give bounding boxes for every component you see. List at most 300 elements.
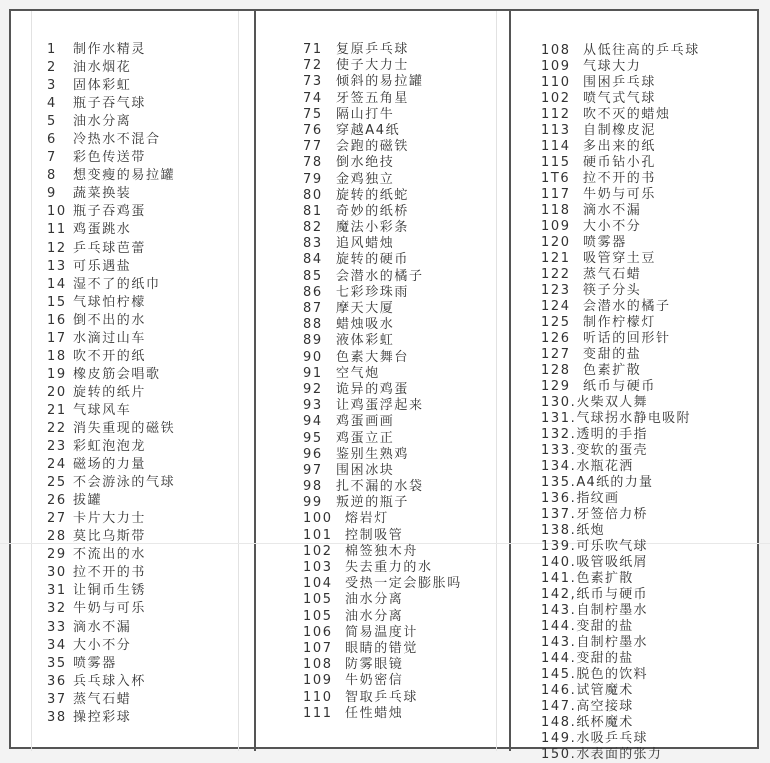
experiment-list-item — [47, 240, 175, 258]
experiment-number: 6 — [47, 132, 57, 148]
experiment-list-item — [303, 592, 462, 608]
experiment-title: 卡片大力士 — [73, 511, 147, 527]
experiment-title: 湿不了的纸巾 — [73, 276, 161, 292]
experiment-number: 147. — [541, 699, 577, 714]
experiment-list-item — [303, 463, 462, 479]
experiment-number: 28 — [47, 529, 67, 545]
experiment-list-item — [47, 619, 175, 637]
experiment-number: 79 — [303, 171, 323, 187]
experiment-list-item — [541, 619, 700, 635]
experiment-number: 142, — [541, 587, 577, 602]
experiment-title: 隔山打牛 — [336, 106, 395, 122]
experiment-title: 鉴别生熟鸡 — [336, 446, 410, 462]
experiment-list-item — [541, 123, 700, 139]
experiment-title: 诡异的鸡蛋 — [336, 381, 410, 397]
experiment-number: 131. — [541, 411, 577, 426]
experiment-list-item — [303, 528, 462, 544]
experiment-title: 牛奶与可乐 — [73, 601, 147, 617]
experiment-column-2 — [303, 42, 462, 722]
experiment-number: 102 — [541, 91, 571, 106]
experiment-title: 鸡蛋跳水 — [73, 222, 132, 238]
experiment-list-item — [47, 41, 175, 59]
experiment-title: 多出来的纸 — [583, 139, 657, 154]
experiment-number: 92 — [303, 381, 323, 397]
experiment-list-item — [47, 95, 175, 113]
experiment-number: 122 — [541, 267, 571, 282]
experiment-title: 大小不分 — [73, 637, 132, 653]
experiment-title: 蒸气石蜡 — [583, 267, 642, 282]
experiment-number: 110 — [303, 689, 333, 705]
experiment-title: 简易温度计 — [345, 624, 419, 640]
experiment-title: 硬币钻小孔 — [583, 155, 657, 170]
experiment-number: 71 — [303, 42, 323, 57]
experiment-title: 牛奶与可乐 — [583, 187, 657, 202]
experiment-list-item — [541, 459, 700, 475]
experiment-number: 144. — [541, 619, 577, 634]
experiment-title: 油水分离 — [345, 608, 404, 624]
experiment-number: 73 — [303, 74, 323, 90]
experiment-list-item — [541, 59, 700, 75]
experiment-list-item — [303, 301, 462, 317]
experiment-list-item — [47, 510, 175, 528]
experiment-title: 试管魔术 — [576, 683, 634, 698]
experiment-title: 使子大力士 — [336, 58, 410, 74]
experiment-number: 94 — [303, 414, 323, 430]
experiment-number: 103 — [303, 560, 333, 575]
experiment-title: 防雾眼镜 — [345, 657, 404, 673]
experiment-list-item — [541, 731, 700, 747]
experiment-list-item — [303, 252, 462, 268]
experiment-list-item — [47, 221, 175, 239]
experiment-number: 128 — [541, 363, 571, 378]
experiment-number: 121 — [541, 251, 571, 266]
experiment-list-item — [541, 187, 700, 203]
experiment-number: 11 — [47, 222, 67, 238]
experiment-title: 吸管穿土豆 — [583, 251, 657, 266]
experiment-title: 油水烟花 — [73, 60, 132, 76]
experiment-number: 109 — [541, 59, 571, 74]
experiment-title: 蜡烛吸水 — [336, 317, 395, 333]
experiment-list-item — [303, 625, 462, 641]
experiment-title: 让铜币生锈 — [73, 583, 147, 599]
experiment-title: 滴水不漏 — [583, 203, 642, 218]
experiment-number: 25 — [47, 475, 67, 491]
experiment-number: 89 — [303, 333, 323, 349]
experiment-list-item — [47, 673, 175, 691]
experiment-number: 8 — [47, 168, 57, 184]
experiment-number: 96 — [303, 446, 323, 462]
experiment-list-item — [303, 317, 462, 333]
experiment-list-item — [47, 77, 175, 95]
experiment-list-item — [541, 443, 700, 459]
experiment-title: 叛逆的瓶子 — [336, 495, 410, 511]
experiment-title: 彩虹泡泡龙 — [73, 439, 147, 455]
experiment-number: 100 — [303, 511, 333, 527]
experiment-list-item — [541, 475, 700, 491]
experiment-title: 金鸡独立 — [336, 171, 395, 187]
experiment-number: 114 — [541, 139, 571, 154]
experiment-list-item — [541, 411, 700, 427]
experiment-title: 高空接球 — [576, 699, 634, 714]
experiment-number: 32 — [47, 601, 67, 617]
experiment-title: 喷雾器 — [73, 655, 117, 671]
experiment-number: 143. — [541, 635, 577, 650]
experiment-title: 莫比乌斯带 — [73, 529, 147, 545]
experiment-number: 82 — [303, 220, 323, 236]
experiment-list-item — [541, 363, 700, 379]
experiment-number: 109 — [541, 219, 571, 234]
experiment-title: 失去重力的水 — [345, 560, 433, 575]
experiment-number: 124 — [541, 299, 571, 314]
experiment-list-item — [47, 546, 175, 564]
experiment-column-3 — [541, 43, 700, 763]
experiment-list-item — [303, 236, 462, 252]
experiment-title: 透明的手指 — [576, 427, 648, 442]
experiment-number: 109 — [303, 673, 333, 689]
experiment-number: 76 — [303, 122, 323, 138]
experiment-list-item — [303, 139, 462, 155]
experiment-title: 吸管吸纸屑 — [576, 555, 648, 570]
experiment-title: 复原乒乓球 — [336, 42, 410, 57]
experiment-number: 130. — [541, 395, 577, 410]
experiment-list-item — [541, 491, 700, 507]
experiment-title: 熔岩灯 — [345, 511, 389, 527]
experiment-list-item — [303, 333, 462, 349]
experiment-list-item — [303, 641, 462, 657]
experiment-title: 变甜的盐 — [576, 651, 634, 666]
experiment-list-item — [303, 657, 462, 673]
experiment-list-item — [541, 139, 700, 155]
experiment-number: 126 — [541, 331, 571, 346]
experiment-list-item — [47, 691, 175, 709]
experiment-title: 围困冰块 — [336, 462, 395, 478]
experiment-number: 77 — [303, 139, 323, 155]
experiment-list-item — [541, 347, 700, 363]
experiment-number: 138. — [541, 523, 577, 538]
experiment-number: 12 — [47, 240, 67, 256]
experiment-number: 26 — [47, 493, 67, 509]
experiment-title: 控制吸管 — [345, 527, 404, 543]
experiment-list-item — [541, 683, 700, 699]
experiment-title: 牙签五角星 — [336, 90, 410, 106]
experiment-list-item — [47, 131, 175, 149]
experiment-title: 指纹画 — [576, 491, 620, 506]
experiment-list-item — [303, 479, 462, 495]
experiment-number: 107 — [303, 640, 333, 656]
experiment-number: 115 — [541, 155, 571, 170]
experiment-number: 85 — [303, 268, 323, 284]
experiment-title: A4纸的力量 — [576, 475, 654, 490]
experiment-title: 纸币与硬币 — [576, 587, 648, 602]
experiment-list-item — [303, 544, 462, 560]
experiment-number: 108 — [541, 43, 571, 58]
experiment-title: 制作柠檬灯 — [583, 315, 657, 330]
experiment-title: 油水分离 — [73, 114, 132, 130]
experiment-list-item — [47, 637, 175, 655]
experiment-list-item — [303, 155, 462, 171]
experiment-number: 13 — [47, 258, 67, 274]
experiment-list-item — [541, 555, 700, 571]
experiment-list-item — [541, 715, 700, 731]
experiment-title: 水滴过山车 — [73, 330, 147, 346]
experiment-title: 水吸乒乓球 — [576, 731, 648, 746]
experiment-number: 137. — [541, 507, 577, 522]
experiment-title: 旋转的硬币 — [336, 252, 410, 268]
experiment-list-item — [47, 582, 175, 600]
experiment-list-item — [303, 609, 462, 625]
experiment-list-item — [541, 667, 700, 683]
experiment-list-item — [541, 523, 700, 539]
experiment-title: 变甜的盐 — [583, 347, 642, 362]
experiment-number: 33 — [47, 619, 67, 635]
experiment-list-item — [541, 539, 700, 555]
experiment-number: 123 — [541, 283, 571, 298]
experiment-number: 108 — [303, 657, 333, 673]
experiment-title: 牙签倍力桥 — [576, 507, 648, 522]
experiment-number: 22 — [47, 420, 67, 436]
experiment-list-item — [47, 420, 175, 438]
experiment-title: 瓶子吞鸡蛋 — [73, 204, 147, 220]
experiment-list-item — [303, 690, 462, 706]
experiment-title: 鸡蛋画画 — [336, 414, 395, 430]
experiment-list-item — [47, 655, 175, 673]
experiment-title: 会潜水的橘子 — [336, 268, 424, 284]
experiment-number: 31 — [47, 583, 67, 599]
experiment-number: 139. — [541, 539, 577, 554]
experiment-list-item — [47, 312, 175, 330]
experiment-title: 彩色传送带 — [73, 150, 147, 166]
experiment-number: 134. — [541, 459, 577, 474]
experiment-number: 37 — [47, 691, 67, 707]
experiment-number: 5 — [47, 114, 57, 130]
experiment-list-item — [541, 331, 700, 347]
experiment-list-item — [541, 603, 700, 619]
experiment-list-item — [47, 474, 175, 492]
experiment-list-item — [541, 107, 700, 123]
experiment-number: 149. — [541, 731, 577, 746]
experiment-title: 空气炮 — [336, 365, 380, 381]
experiment-title: 吹不开的纸 — [73, 348, 147, 364]
experiment-number: 84 — [303, 252, 323, 268]
experiment-title: 喷气式气球 — [583, 91, 657, 106]
experiment-number: 125 — [541, 315, 571, 330]
experiment-list-item — [303, 398, 462, 414]
experiment-list-item — [47, 59, 175, 77]
experiment-number: 143. — [541, 603, 577, 618]
experiment-list-item — [47, 203, 175, 221]
experiment-number: 18 — [47, 348, 67, 364]
experiment-number: 83 — [303, 236, 323, 252]
experiment-number: 36 — [47, 673, 67, 689]
experiment-number: 132. — [541, 427, 577, 442]
experiment-list-item — [541, 283, 700, 299]
experiment-number: 87 — [303, 301, 323, 316]
experiment-number: 146. — [541, 683, 577, 698]
experiment-title: 倒水绝技 — [336, 155, 395, 171]
experiment-number: 144. — [541, 651, 577, 666]
experiment-list-item — [541, 587, 700, 603]
experiment-title: 可乐吹气球 — [576, 539, 648, 554]
experiment-number: 81 — [303, 203, 323, 219]
experiment-number: 7 — [47, 150, 57, 166]
experiment-title: 橡皮筋会唱歌 — [73, 366, 161, 382]
experiment-title: 倒不出的水 — [73, 312, 147, 328]
experiment-list-item — [303, 269, 462, 285]
experiment-number: 80 — [303, 187, 323, 203]
experiment-number: 127 — [541, 347, 571, 362]
experiment-title: 水瓶花洒 — [576, 459, 634, 474]
experiment-number: 34 — [47, 637, 67, 653]
experiment-title: 听话的回形针 — [583, 331, 671, 346]
experiment-number: 35 — [47, 655, 67, 671]
experiment-list-item — [47, 492, 175, 510]
experiment-number: 15 — [47, 294, 67, 310]
experiment-title: 冷热水不混合 — [73, 132, 161, 148]
experiment-list-item — [541, 251, 700, 267]
experiment-list-item — [541, 395, 700, 411]
experiment-list-item — [47, 366, 175, 384]
experiment-title: 滴水不漏 — [73, 619, 132, 635]
experiment-list-item — [303, 123, 462, 139]
experiment-list-item — [541, 379, 700, 395]
experiment-list-item — [303, 220, 462, 236]
experiment-title: 追风蜡烛 — [336, 236, 395, 252]
experiment-list-item — [303, 188, 462, 204]
experiment-title: 奇妙的纸桥 — [336, 203, 410, 219]
page-guide-line — [238, 11, 239, 751]
experiment-title: 想变瘦的易拉罐 — [73, 168, 176, 184]
experiment-number: 1T6 — [541, 171, 571, 186]
experiment-title: 棉签独木舟 — [345, 543, 419, 559]
experiment-number: 72 — [303, 58, 323, 74]
experiment-title: 筷子分头 — [583, 283, 642, 298]
experiment-title: 七彩珍珠雨 — [336, 284, 410, 300]
experiment-title: 消失重现的磁铁 — [73, 420, 176, 436]
experiment-number: 75 — [303, 106, 323, 122]
experiment-number: 78 — [303, 155, 323, 171]
experiment-number: 91 — [303, 365, 323, 381]
experiment-number: 145. — [541, 667, 577, 682]
experiment-list-item — [541, 315, 700, 331]
experiment-number: 113 — [541, 123, 571, 138]
experiment-title: 不流出的水 — [73, 547, 147, 563]
experiment-title: 磁场的力量 — [73, 457, 147, 473]
experiment-list-item — [303, 366, 462, 382]
experiment-number: 95 — [303, 430, 323, 446]
experiment-number: 17 — [47, 330, 67, 346]
experiment-title: 自制柠墨水 — [576, 603, 648, 618]
experiment-title: 自制柠墨水 — [576, 635, 648, 650]
experiment-title: 倾斜的易拉罐 — [336, 74, 424, 90]
experiment-title: 拉不开的书 — [583, 171, 657, 186]
experiment-list-item — [303, 382, 462, 398]
experiment-list-item — [303, 58, 462, 74]
column-divider — [509, 11, 511, 751]
experiment-number: 117 — [541, 187, 571, 202]
experiment-title: 旋转的纸蛇 — [336, 187, 410, 203]
page-guide-line — [31, 11, 32, 751]
experiment-number: 110 — [541, 75, 571, 90]
experiment-list-item — [541, 571, 700, 587]
experiment-title: 智取乒乓球 — [345, 689, 419, 705]
experiment-title: 拔罐 — [73, 493, 103, 509]
experiment-title: 气球怕柠檬 — [73, 294, 147, 310]
experiment-number: 4 — [47, 96, 57, 112]
experiment-list-item — [47, 709, 175, 727]
experiment-number: 1 — [47, 42, 57, 57]
experiment-title: 自制橡皮泥 — [583, 123, 657, 138]
experiment-title: 变软的蛋壳 — [576, 443, 648, 458]
experiment-list-item — [47, 600, 175, 618]
experiment-title: 吹不灭的蜡烛 — [583, 107, 671, 122]
experiment-title: 水表面的张力 — [576, 747, 663, 762]
experiment-list-item — [47, 528, 175, 546]
experiment-number: 10 — [47, 204, 67, 220]
experiment-title: 拉不开的书 — [73, 565, 147, 581]
experiment-number: 120 — [541, 235, 571, 250]
experiment-list-item — [541, 235, 700, 251]
experiment-list-item — [47, 113, 175, 131]
experiment-number: 105 — [303, 608, 333, 624]
experiment-title: 扎不漏的水袋 — [336, 479, 424, 495]
experiment-list-item — [541, 507, 700, 523]
experiment-list-item — [47, 294, 175, 312]
experiment-number: 29 — [47, 547, 67, 563]
experiment-list-item — [541, 699, 700, 715]
experiment-list-item — [47, 456, 175, 474]
experiment-number: 140. — [541, 555, 577, 570]
experiment-number: 148. — [541, 715, 577, 730]
experiment-list-item — [47, 564, 175, 582]
experiment-list-item — [47, 276, 175, 294]
experiment-title: 会潜水的橘子 — [583, 299, 671, 314]
experiment-list-item — [541, 427, 700, 443]
experiment-number: 21 — [47, 402, 67, 418]
experiment-number: 112 — [541, 107, 571, 122]
experiment-title: 蔬菜换装 — [73, 186, 132, 202]
experiment-list-item — [303, 204, 462, 220]
experiment-list-item — [303, 91, 462, 107]
experiment-number: 98 — [303, 479, 323, 495]
experiment-number: 118 — [541, 203, 571, 218]
experiment-number: 38 — [47, 709, 67, 725]
experiment-list-item — [47, 149, 175, 167]
experiment-list-item — [303, 107, 462, 123]
experiment-number: 88 — [303, 317, 323, 333]
experiment-number: 27 — [47, 511, 67, 527]
experiment-list-item — [303, 447, 462, 463]
experiment-list-item — [47, 402, 175, 420]
page-guide-line — [496, 11, 497, 751]
experiment-title: 脱色的饮料 — [576, 667, 648, 682]
experiment-list-item — [541, 219, 700, 235]
experiment-number: 30 — [47, 565, 67, 581]
experiment-number: 2 — [47, 60, 57, 76]
experiment-title: 色素大舞台 — [336, 349, 410, 365]
experiment-list-item — [541, 75, 700, 91]
experiment-list-item — [303, 511, 462, 527]
experiment-title: 火柴双人舞 — [576, 395, 648, 410]
experiment-list-item — [303, 350, 462, 366]
experiment-number: 104 — [303, 576, 333, 592]
experiment-number: 135. — [541, 475, 577, 490]
experiment-title: 固体彩虹 — [73, 78, 132, 94]
experiment-list-item — [541, 91, 700, 107]
experiment-list-item — [47, 330, 175, 348]
experiment-number: 16 — [47, 312, 67, 328]
experiment-list-item — [541, 747, 700, 763]
experiment-number: 86 — [303, 284, 323, 300]
